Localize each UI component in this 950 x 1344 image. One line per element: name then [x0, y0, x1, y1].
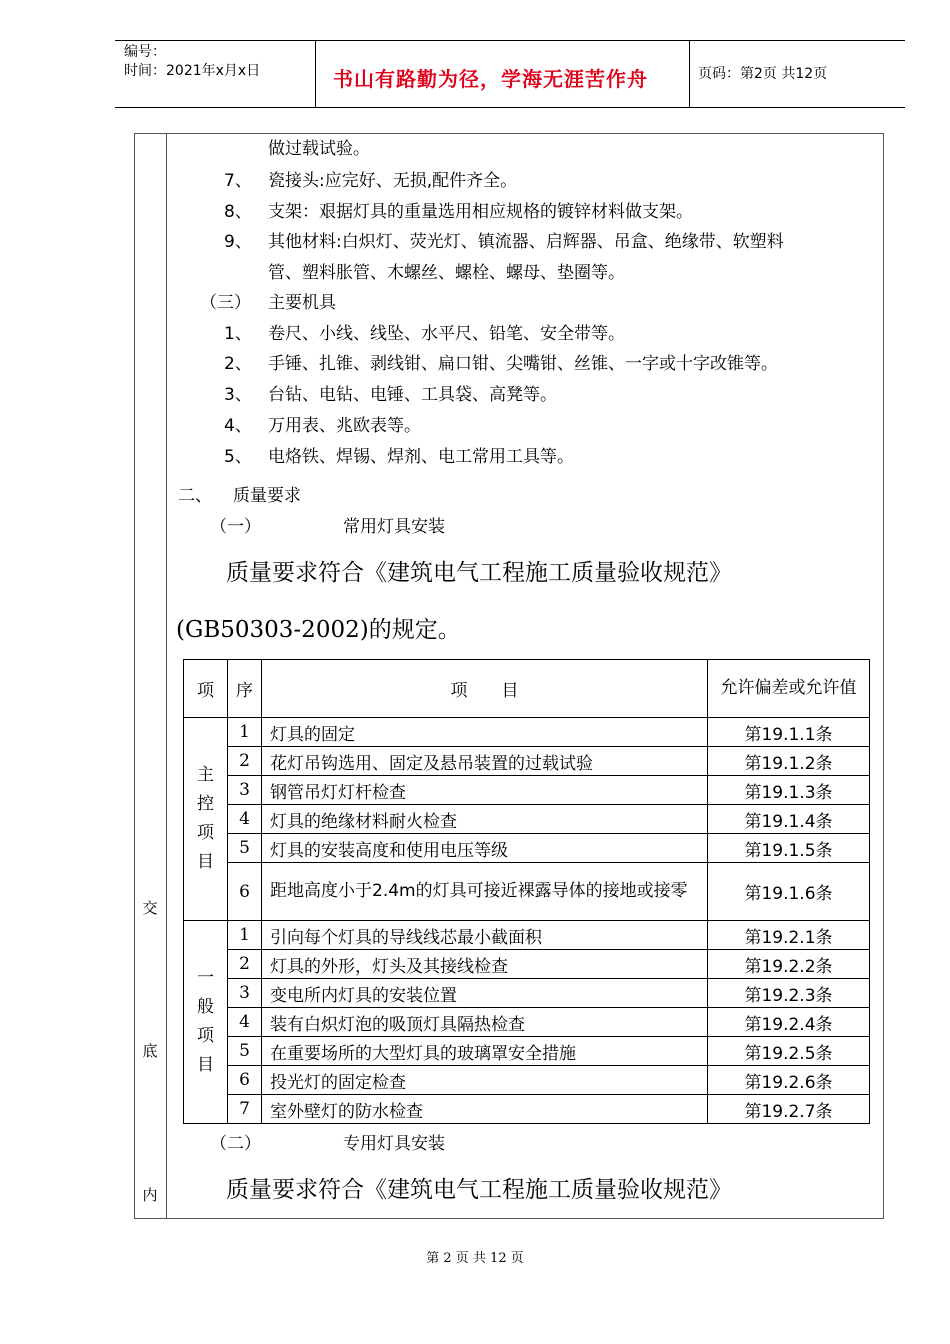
- table-cell-item: 在重要场所的大型灯具的玻璃罩安全措施: [262, 1037, 708, 1066]
- table-cell-seq: 1: [228, 921, 262, 950]
- tools-item-1: 卷尺、小线、线坠、水平尺、铅笔、安全带等。: [268, 324, 625, 344]
- section-quality-title: 质量要求: [233, 486, 301, 506]
- quality-statement-line1: 质量要求符合《建筑电气工程施工质量验收规范》: [226, 560, 732, 586]
- table-cell-item: 灯具的固定: [262, 718, 708, 747]
- table-cell-item: 装有白炽灯泡的吸顶灯具隔热检查: [262, 1008, 708, 1037]
- list-item-7: 瓷接头:应完好、无损,配件齐全。: [268, 171, 518, 191]
- table-cell-seq: 4: [228, 1008, 262, 1037]
- section-tools-num: （三）: [200, 293, 251, 313]
- table-cell-seq: 4: [228, 805, 262, 834]
- tools-num-5: 5、: [224, 447, 252, 467]
- quality-sub1-title: 常用灯具安装: [343, 517, 445, 537]
- list-num-7: 7、: [224, 171, 252, 191]
- quality-sub1-num: （一）: [210, 517, 261, 537]
- table-cell-item: 距地高度小于2.4m的灯具可接近裸露导体的接地或接零: [262, 863, 708, 921]
- table-cell-item: 灯具的外形，灯头及其接线检查: [262, 950, 708, 979]
- list-num-9: 9、: [224, 232, 252, 252]
- side-label-di: 底: [142, 1042, 158, 1060]
- header-divider-1: [315, 40, 316, 107]
- page-footer: 第 2 页 共 12 页: [426, 1251, 524, 1266]
- group-main-control: [184, 718, 228, 921]
- group-general: [184, 921, 228, 1124]
- quality-sub2-title: 专用灯具安装: [343, 1134, 445, 1154]
- table-cell-seq: 6: [228, 863, 262, 921]
- table-cell-value: 第19.2.2条: [708, 950, 870, 979]
- table-cell-value: 第19.1.1条: [708, 718, 870, 747]
- header-bottom-rule: [115, 107, 905, 108]
- list-item-9: 其他材料:白炽灯、荧光灯、镇流器、启辉器、吊盒、绝缘带、软塑料: [268, 232, 784, 252]
- quality-statement2-line1: 质量要求符合《建筑电气工程施工质量验收规范》: [226, 1177, 732, 1203]
- table-cell-value: 第19.2.5条: [708, 1037, 870, 1066]
- table-cell-item: 灯具的绝缘材料耐火检查: [262, 805, 708, 834]
- table-cell-value: 第19.2.1条: [708, 921, 870, 950]
- group-main-control-label: 主控项目: [197, 765, 214, 872]
- tools-num-4: 4、: [224, 416, 252, 436]
- table-cell-value: 第19.1.2条: [708, 747, 870, 776]
- section-quality-num: 二、: [178, 486, 212, 506]
- table-cell-value: 第19.1.3条: [708, 776, 870, 805]
- side-label-jiao: 交: [142, 899, 158, 917]
- table-cell-item: 引向每个灯具的导线线芯最小截面积: [262, 921, 708, 950]
- header-divider-2: [689, 40, 690, 107]
- header-top-rule: [115, 40, 905, 41]
- tools-item-4: 万用表、兆欧表等。: [268, 416, 421, 436]
- tools-item-2: 手锤、扎锥、剥线钳、扁口钳、尖嘴钳、丝锥、一字或十字改锥等。: [268, 354, 778, 374]
- table-cell-seq: 1: [228, 718, 262, 747]
- header-motto: 书山有路勤为径，学海无涯苦作舟: [333, 67, 648, 91]
- side-column-divider: [166, 133, 167, 1219]
- table-cell-value: 第19.1.4条: [708, 805, 870, 834]
- table-header-value: 允许偏差或允许值: [708, 660, 870, 718]
- tools-num-2: 2、: [224, 354, 252, 374]
- table-header-item: 项 目: [262, 660, 708, 718]
- table-cell-seq: 6: [228, 1066, 262, 1095]
- table-cell-seq: 2: [228, 747, 262, 776]
- header-time-label: 时间：2021年x月x日: [124, 63, 261, 79]
- tools-item-3: 台钻、电钻、电锤、工具袋、高凳等。: [268, 385, 557, 405]
- quality-sub2-num: （二）: [210, 1134, 261, 1154]
- table-cell-seq: 2: [228, 950, 262, 979]
- header-page-info: 页码：第2页 共12页: [698, 66, 828, 82]
- tools-num-1: 1、: [224, 324, 252, 344]
- tools-item-5: 电烙铁、焊锡、焊剂、电工常用工具等。: [268, 447, 574, 467]
- table-cell-item: 花灯吊钩选用、固定及悬吊装置的过载试验: [262, 747, 708, 776]
- side-label-nei: 内: [142, 1186, 158, 1204]
- list-item-8: 支架：艰据灯具的重量选用相应规格的镀锌材料做支架。: [268, 202, 693, 222]
- table-cell-item: 钢管吊灯灯杆检查: [262, 776, 708, 805]
- quality-statement-line2: (GB50303-2002)的规定。: [176, 617, 461, 643]
- table-cell-value: 第19.2.7条: [708, 1095, 870, 1124]
- list-item-continuation: 做过载试验。: [268, 139, 370, 159]
- table-cell-seq: 5: [228, 834, 262, 863]
- list-num-8: 8、: [224, 202, 252, 222]
- table-cell-item: 灯具的安装高度和使用电压等级: [262, 834, 708, 863]
- table-cell-value: 第19.1.6条: [708, 863, 870, 921]
- header-number-label: 编号：: [124, 44, 166, 60]
- list-item-9-cont: 管、塑料胀管、木螺丝、螺栓、螺母、垫圈等。: [268, 263, 625, 283]
- table-cell-value: 第19.1.5条: [708, 834, 870, 863]
- tools-num-3: 3、: [224, 385, 252, 405]
- section-tools-title: 主要机具: [268, 293, 336, 313]
- table-cell-item: 投光灯的固定检查: [262, 1066, 708, 1095]
- quality-table: [183, 659, 870, 1124]
- table-cell-seq: 7: [228, 1095, 262, 1124]
- table-header-item-type: 项: [184, 660, 228, 718]
- table-cell-seq: 3: [228, 776, 262, 805]
- table-cell-value: 第19.2.3条: [708, 979, 870, 1008]
- table-header-seq: 序: [228, 660, 262, 718]
- table-cell-seq: 3: [228, 979, 262, 1008]
- table-cell-seq: 5: [228, 1037, 262, 1066]
- table-cell-item: 变电所内灯具的安装位置: [262, 979, 708, 1008]
- group-general-label: 一般项目: [197, 968, 214, 1075]
- table-cell-value: 第19.2.4条: [708, 1008, 870, 1037]
- table-cell-item: 室外壁灯的防水检查: [262, 1095, 708, 1124]
- table-cell-value: 第19.2.6条: [708, 1066, 870, 1095]
